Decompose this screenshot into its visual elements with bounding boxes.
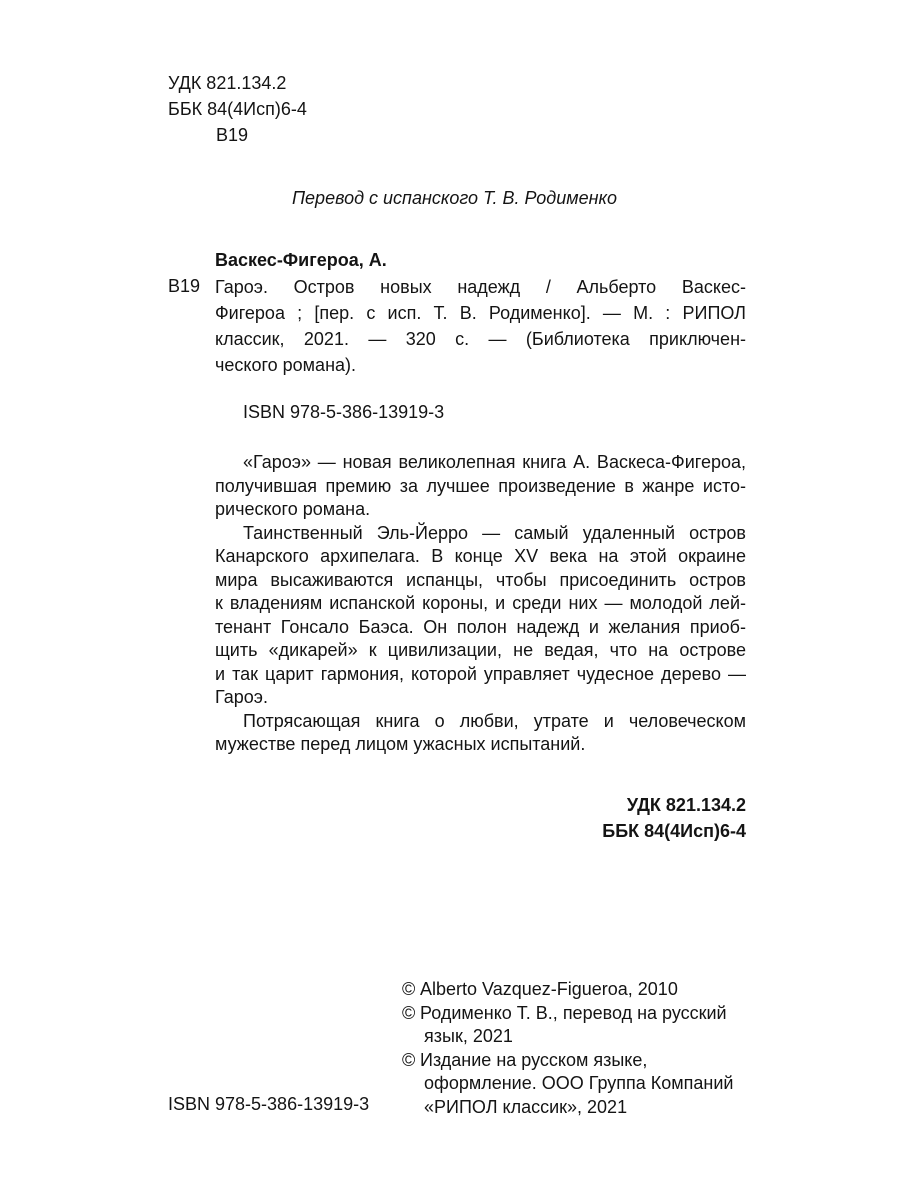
copyright-text: Издание на русском языке,	[420, 1049, 648, 1070]
copyright-icon: ©	[402, 1049, 416, 1070]
translator-credit: Перевод с испанского Т. В. Родименко	[292, 188, 618, 208]
copyright-block	[402, 978, 762, 1120]
udk-code: УДК 821.134.2	[168, 73, 287, 93]
biblio-line: классик, 2021. — 320 с. — (Библиотека приключен-	[215, 329, 746, 349]
annotation-line: получившая премию за лучшее произведение в жанре исто-	[215, 475, 746, 496]
annotation-line: щить «дикарей» к цивилизации, не ведая, что на острове	[215, 640, 746, 660]
bbk-code: ББК 84(4Исп)6-4	[168, 99, 307, 119]
classification-bottom	[602, 792, 746, 844]
copyright-text: Alberto Vazquez-Figueroa, 2010	[420, 979, 678, 999]
biblio-author-sign: В19	[168, 276, 201, 296]
biblio-line: Гароэ. Остров новых надежд / Альберто Васкес-	[215, 277, 746, 297]
classification-top	[168, 70, 307, 148]
biblio-line: Фигероа ; [пер. с исп. Т. В. Родименко]. — М. : РИПОЛ	[215, 303, 746, 323]
annotation-line: к владениям испанской короны, и среди них — молодой лей-	[215, 593, 746, 613]
annotation-line: рического романа.	[215, 499, 371, 519]
author-sign: В19	[216, 125, 249, 145]
copyright-text: «РИПОЛ классик», 2021	[424, 1096, 628, 1117]
annotation-line: Потрясающая книга о любви, утрате и человеческом	[243, 710, 746, 731]
annotation-line: Таинственный Эль-Йерро — самый удаленный остров	[243, 522, 746, 543]
copyright-text: язык, 2021	[424, 1026, 513, 1047]
copyright-icon: ©	[402, 1002, 416, 1023]
annotation	[215, 451, 746, 757]
isbn-bottom: ISBN 978-5-386-13919-3	[168, 1094, 370, 1114]
author-heading: Васкес-Фигероа, А.	[215, 250, 387, 270]
bbk-code-bottom: ББК 84(4Исп)6-4	[602, 821, 746, 841]
copyright-entry	[402, 1049, 762, 1073]
udk-code-bottom: УДК 821.134.2	[626, 795, 746, 815]
copyright-text: Родименко Т. В., перевод на русский	[420, 1002, 727, 1023]
biblio-line: ческого романа).	[215, 355, 357, 375]
annotation-line: «Гароэ» — новая великолепная книга А. Васкеса-Фигероа,	[243, 452, 746, 472]
copyright-text: оформление. ООО Группа Компаний	[424, 1073, 734, 1094]
copyright-icon: ©	[402, 979, 416, 999]
annotation-line: мира высаживаются испанцы, чтобы присоединить остров	[215, 569, 746, 590]
isbn-main: ISBN 978-5-386-13919-3	[243, 402, 445, 422]
annotation-line: Гароэ.	[215, 687, 268, 707]
bibliographic-description	[215, 274, 746, 378]
annotation-line: мужестве перед лицом ужасных испытаний.	[215, 734, 586, 754]
copyright-entry	[402, 978, 762, 1002]
copyright-entry	[402, 1002, 762, 1026]
annotation-line: и так царит гармония, которой управляет чудесное дерево —	[215, 663, 746, 684]
annotation-line: тенант Гонсало Баэса. Он полон надежд и желания приоб-	[215, 616, 746, 637]
annotation-line: Канарского архипелага. В конце XV века на этой окраине	[215, 546, 746, 566]
